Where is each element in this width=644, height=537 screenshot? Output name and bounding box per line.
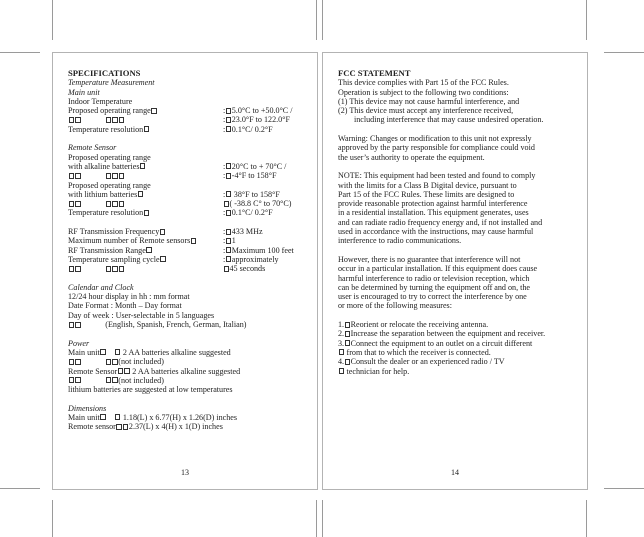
lithium-note: lithium batteries are suggested at low temperatures — [68, 385, 233, 395]
measure-number: 4. — [338, 357, 345, 367]
box-glyph — [115, 414, 121, 420]
spec-row: Temperature resolution : 0.1°C/ 0.2°F — [68, 208, 273, 218]
measure-text: technician for help. — [344, 366, 410, 376]
fcc-warning-line: approved by the party responsible for compliance could void — [338, 143, 535, 153]
spec-row — [68, 264, 314, 273]
spec-value: 2 AA batteries alkaline suggested — [130, 366, 241, 376]
box-glyph — [345, 340, 351, 346]
spec-value: 2 AA batteries alkaline suggested — [120, 347, 231, 357]
spec-value: (not included) — [118, 375, 164, 385]
box-glyph — [75, 117, 81, 123]
box-glyph — [226, 191, 232, 197]
spec-label: Maximum number of Remote sensors — [68, 236, 191, 246]
fcc-guarantee-line: harmful interference to radio or television reception, which — [338, 273, 530, 283]
crop-mark — [316, 0, 317, 40]
spec-label: with lithium batteries — [68, 189, 138, 199]
crop-mark — [0, 488, 40, 489]
power-heading: Power — [68, 338, 90, 348]
crop-mark — [52, 500, 53, 537]
box-glyph — [75, 173, 81, 179]
measure-item — [338, 329, 581, 338]
box-glyph — [106, 266, 112, 272]
spec-row: Proposed operating range : 5.0°C to +50.0°C / — [68, 106, 293, 116]
box-glyph — [224, 201, 230, 207]
box-glyph — [69, 322, 75, 328]
box-glyph — [112, 377, 118, 383]
spec-row — [68, 348, 314, 357]
spec-label: Main unit — [68, 412, 100, 422]
box-glyph — [138, 191, 144, 197]
fcc-note-line: Part 15 of the FCC Rules. These limits are designed to — [338, 189, 515, 199]
spec-label: Temperature sampling cycle — [68, 254, 160, 264]
calendar-line: (English, Spanish, French, German, Italian) — [105, 320, 247, 330]
box-glyph — [226, 117, 232, 123]
fcc-note-line: used in accordance with the instructions, may cause harmful — [338, 227, 534, 237]
box-glyph — [226, 247, 232, 253]
box-glyph — [226, 229, 232, 235]
box-glyph — [345, 322, 351, 328]
box-glyph — [119, 201, 125, 207]
spec-label: RF Transmission Frequency — [68, 227, 160, 237]
measure-item-cont — [338, 367, 581, 376]
box-glyph — [116, 424, 122, 430]
spec-value: 45 seconds — [229, 264, 266, 274]
measure-number: 2. — [338, 329, 345, 339]
specifications-title: SPECIFICATIONS — [68, 68, 141, 78]
box-glyph — [69, 377, 75, 383]
measure-item — [338, 339, 581, 348]
left-page — [52, 52, 318, 490]
fcc-note-line: interference to radio communications. — [338, 236, 462, 246]
box-glyph — [115, 349, 121, 355]
measure-item — [338, 320, 581, 329]
crop-mark — [52, 0, 53, 40]
measure-text: Connect the equipment to an outlet on a circuit different — [350, 338, 533, 348]
fcc-guarantee-line: user is encouraged to try to correct the interference by one — [338, 292, 527, 302]
box-glyph — [119, 173, 125, 179]
box-glyph — [106, 117, 112, 123]
box-glyph — [144, 210, 150, 216]
fcc-note-line: NOTE: This equipment had been tested and found to comply — [338, 171, 536, 181]
box-glyph — [100, 349, 106, 355]
box-glyph — [106, 377, 112, 383]
box-glyph — [144, 126, 150, 132]
spec-value: 0.1°C/ 0.2°F — [231, 124, 273, 134]
fcc-line: (2) This device must accept any interference received, — [338, 106, 514, 116]
box-glyph — [106, 201, 112, 207]
spec-row — [68, 376, 314, 385]
spec-label: Proposed operating range — [68, 152, 151, 162]
box-glyph — [226, 108, 232, 114]
dimensions-heading: Dimensions — [68, 403, 107, 413]
spec-value: 2.37(L) x 4(H) x 1(D) inches — [128, 422, 223, 432]
box-glyph — [226, 256, 232, 262]
spec-label: RF Transmission Range — [68, 245, 146, 255]
fcc-guarantee-line: However, there is no guarantee that interference will not — [338, 254, 521, 264]
box-glyph — [118, 368, 124, 374]
spec-row — [68, 413, 314, 422]
fcc-note-line: provide reasonable protection against harmful interference — [338, 199, 528, 209]
box-glyph — [112, 117, 118, 123]
crop-mark — [0, 52, 40, 53]
spec-value: 38°F to 158°F — [231, 189, 280, 199]
box-glyph — [226, 210, 232, 216]
box-glyph — [112, 359, 118, 365]
box-glyph — [191, 238, 197, 244]
spec-value: Maximum 100 feet — [231, 245, 294, 255]
box-glyph — [339, 349, 345, 355]
spec-row: with alkaline batteries : 20°C to + 70°C / — [68, 161, 287, 171]
spec-value: 1.18(L) x 6.77(H) x 1.26(D) inches — [120, 412, 238, 422]
box-glyph — [69, 201, 75, 207]
spec-label: Proposed operating range — [68, 106, 151, 116]
box-glyph — [123, 424, 129, 430]
crop-mark — [322, 0, 323, 40]
box-glyph — [75, 377, 81, 383]
box-glyph — [75, 201, 81, 207]
box-glyph — [69, 117, 75, 123]
spec-row — [68, 367, 314, 376]
box-glyph — [112, 266, 118, 272]
box-glyph — [119, 117, 125, 123]
box-glyph — [226, 163, 232, 169]
measure-text: Consult the dealer or an experienced radio / TV — [350, 357, 505, 367]
spec-value: ( -38.8 C° to 70°C) — [229, 199, 292, 209]
fcc-warning-line: the user’s authority to operate the equipment. — [338, 152, 485, 162]
measure-number: 1. — [338, 320, 345, 330]
box-glyph — [112, 201, 118, 207]
crop-mark — [604, 52, 644, 53]
fcc-line: Operation is subject to the following two conditions: — [338, 87, 509, 97]
measure-text: Reorient or relocate the receiving antenna. — [350, 320, 489, 330]
box-glyph — [151, 108, 157, 114]
box-glyph — [146, 247, 152, 253]
spec-row: RF Transmission Range : Maximum 100 feet — [68, 245, 294, 255]
fcc-note-line: in a residential installation. This equipment generates, uses — [338, 208, 529, 218]
spec-row: : -4°F to 158°F — [68, 171, 314, 180]
temp-measurement-heading: Temperature Measurement — [68, 78, 155, 88]
spec-label: Remote sensor — [68, 422, 116, 432]
calendar-clock-heading: Calendar and Clock — [68, 282, 134, 292]
fcc-line: including interference that may cause undesired operation. — [354, 115, 544, 125]
box-glyph — [69, 266, 75, 272]
box-glyph — [345, 331, 351, 337]
fcc-guarantee-line: occur in a particular installation. If this equipment does cause — [338, 264, 538, 274]
spec-label: Remote Sensor — [68, 366, 118, 376]
measure-item — [338, 357, 581, 366]
box-glyph — [226, 238, 232, 244]
box-glyph — [226, 126, 232, 132]
crop-mark — [586, 0, 587, 40]
box-glyph — [339, 368, 345, 374]
spec-row — [68, 320, 314, 329]
crop-mark — [586, 500, 587, 537]
box-glyph — [124, 368, 130, 374]
measure-item-cont — [338, 348, 581, 357]
spec-row: RF Transmission Frequency : 433 MHz — [68, 227, 263, 237]
measure-text: Increase the separation between the equipment and receiver. — [350, 329, 546, 339]
fcc-line: (1) This device may not cause harmful interference, and — [338, 96, 520, 106]
spec-label: Proposed operating range — [68, 180, 151, 190]
fcc-note-line: and can radiate radio frequency energy and, if not installed and — [338, 217, 543, 227]
spec-value: 433 MHz — [231, 227, 263, 237]
box-glyph — [106, 173, 112, 179]
fcc-note-line: with the limits for a Class B Digital device, pursuant to — [338, 180, 517, 190]
fcc-line: This device complies with Part 15 of the FCC Rules. — [338, 78, 509, 88]
spec-value: (not included) — [118, 357, 164, 367]
box-glyph — [112, 173, 118, 179]
crop-mark — [604, 488, 644, 489]
box-glyph — [119, 266, 125, 272]
page-number: 13 — [181, 468, 189, 477]
spec-value: 1 — [231, 236, 236, 246]
box-glyph — [160, 229, 166, 235]
indoor-temp-label: Indoor Temperature — [68, 96, 133, 106]
main-unit-heading: Main unit — [68, 87, 100, 97]
calendar-line: Date Format : Month – Day format — [68, 301, 182, 311]
spec-row: : 23.0°F to 122.0°F — [68, 115, 314, 124]
remote-sensor-heading: Remote Sensor — [68, 143, 117, 153]
fcc-column — [338, 69, 581, 376]
box-glyph — [69, 359, 75, 365]
spec-label: Temperature resolution — [68, 208, 144, 218]
box-glyph — [75, 266, 81, 272]
measure-number: 3. — [338, 338, 345, 348]
specifications-column — [68, 69, 314, 432]
page-number: 14 — [451, 468, 459, 477]
box-glyph — [75, 322, 81, 328]
box-glyph — [75, 359, 81, 365]
spec-label: Temperature resolution — [68, 124, 144, 134]
box-glyph — [226, 173, 232, 179]
box-glyph — [160, 256, 166, 262]
spec-label: with alkaline batteries — [68, 161, 140, 171]
spec-row — [68, 357, 314, 366]
spec-row — [68, 199, 314, 208]
spec-value: 0.1°C/ 0.2°F — [231, 208, 273, 218]
fcc-guarantee-line: or more of the following measures: — [338, 301, 452, 311]
spec-value: approximately — [231, 254, 279, 264]
spec-value: -4°F to 158°F — [231, 171, 277, 181]
box-glyph — [100, 414, 106, 420]
calendar-line: Day of week : User-selectable in 5 languages — [68, 310, 215, 320]
fcc-warning-line: Warning: Changes or modification to this unit not expressly — [338, 134, 532, 144]
box-glyph — [69, 173, 75, 179]
fcc-guarantee-line: can be determined by turning the equipment off and on, the — [338, 282, 531, 292]
right-page — [322, 52, 588, 490]
box-glyph — [106, 359, 112, 365]
measure-text: from that to which the receiver is connected. — [344, 347, 491, 357]
spec-row: Temperature resolution : 0.1°C/ 0.2°F — [68, 124, 273, 134]
box-glyph — [224, 266, 230, 272]
fcc-title: FCC STATEMENT — [338, 68, 411, 78]
calendar-line: 12/24 hour display in hh : mm format — [68, 292, 190, 302]
spec-row: Temperature sampling cycle : approximately — [68, 254, 279, 264]
spec-value: 23.0°F to 122.0°F — [231, 115, 290, 125]
crop-mark — [322, 500, 323, 537]
box-glyph — [345, 359, 351, 365]
box-glyph — [140, 163, 146, 169]
spec-label: Main unit — [68, 347, 100, 357]
spec-row: with lithium batteries : 38°F to 158°F — [68, 189, 280, 199]
spec-row — [68, 422, 314, 431]
spec-value: 5.0°C to +50.0°C / — [231, 106, 293, 116]
spec-row: Maximum number of Remote sensors : 1 — [68, 236, 236, 246]
spec-value: 20°C to + 70°C / — [231, 161, 287, 171]
crop-mark — [316, 500, 317, 537]
